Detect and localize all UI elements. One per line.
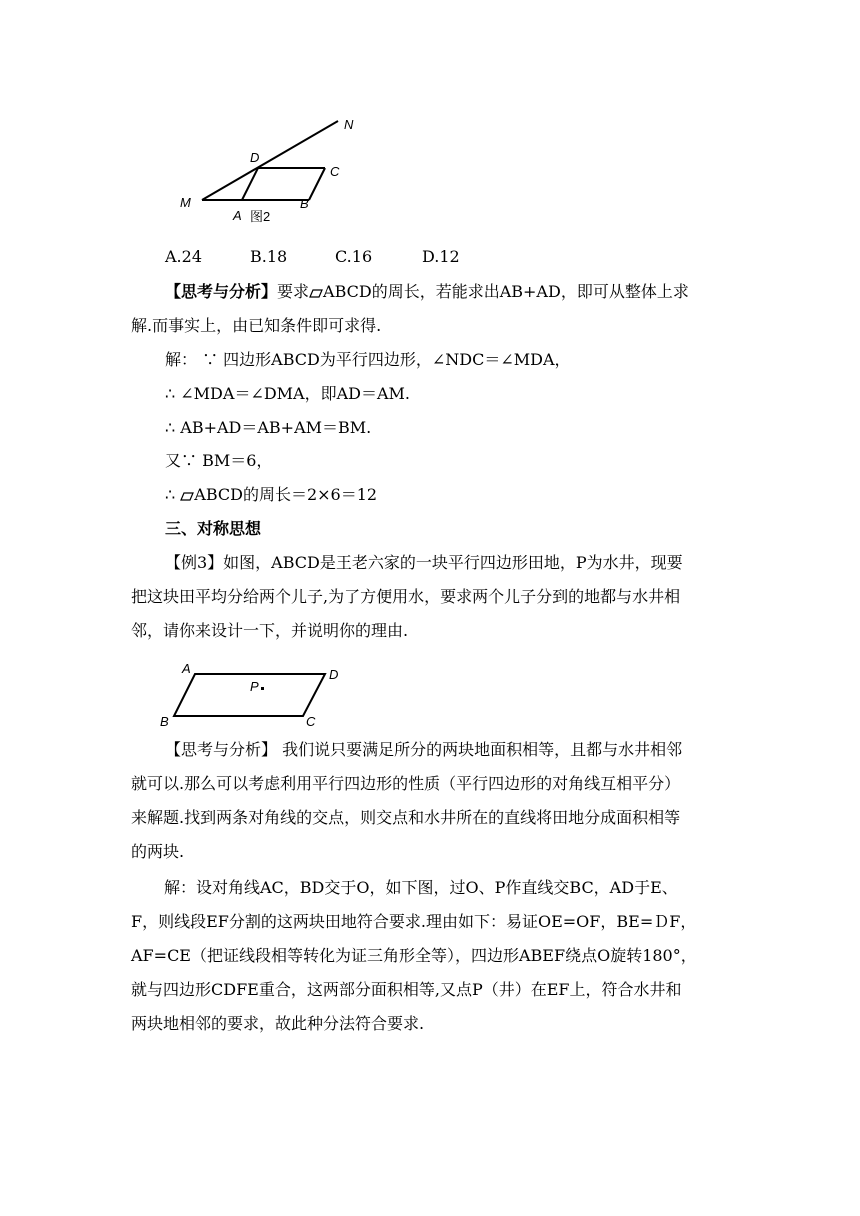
solution-3-line-4: 就与四边形CDFE重合，这两部分面积相等,又点P（井）在EF上，符合水井和 (131, 980, 682, 999)
parallelogram-symbol-icon (309, 289, 323, 298)
answer-options (165, 247, 460, 267)
option-d: D.12 (422, 247, 460, 266)
label-c: C (306, 714, 316, 729)
point-p (261, 687, 264, 690)
solution-3-line-5: 两块地相邻的要求，故此种分法符合要求. (131, 1014, 425, 1033)
label-d: D (329, 667, 339, 682)
figure-caption: 图2 (250, 209, 271, 224)
section-title: 三、对称思想 (165, 519, 262, 538)
analysis-3-line-1: 【思考与分析】 我们说只要满足所分的两块地面积相等，且都与水井相邻 (165, 740, 683, 759)
solution-1-line-1: 解： ∵ 四边形ABCD为平行四边形，∠NDC＝∠MDA， (165, 350, 571, 369)
segment-cb (309, 168, 325, 200)
label-b: B (160, 714, 169, 729)
analysis-1-line-2: 解.而事实上，由已知条件即可求得. (131, 316, 382, 335)
figure-2 (170, 110, 370, 235)
label-a: A (182, 661, 191, 676)
option-c: C.16 (335, 247, 373, 266)
solution-3-line-1: 解：设对角线AC，BD交于O，如下图，过O、P作直线交BC，AD于E、 (164, 878, 678, 897)
solution-3-line-2: F，则线段EF分割的这两块田地符合要求.理由如下：易证OE=OF，BE=ＤF， (131, 912, 697, 931)
analysis-3-line-4: 的两块. (131, 842, 185, 861)
analysis-3-line-3: 来解题.找到两条对角线的交点，则交点和水井所在的直线将田地分成面积相等 (131, 808, 681, 827)
example-3-line-1: 【例3】如图，ABCD是王老六家的一块平行四边形田地，P为水井，现要 (165, 553, 683, 572)
label-m: M (180, 195, 191, 210)
analysis-3-line-2: 就可以.那么可以考虑利用平行四边形的性质（平行四边形的对角线互相平分） (131, 774, 681, 793)
parallelogram-symbol-icon (180, 492, 194, 501)
label-a: A (233, 208, 242, 223)
solution-1-line-5: ∴ ABCD的周长＝2×6＝12 (165, 485, 378, 504)
label-n: N (344, 117, 354, 132)
solution-1-line-2: ∴ ∠MDA＝∠DMA，即AD＝AM. (165, 384, 411, 403)
analysis-1-line-1: 【思考与分析】要求 ABCD的周长，若能求出AB+AD，即可从整体上求 (165, 282, 689, 301)
solution-3-line-3: AF=CE（把证线段相等转化为证三角形全等），四边形ABEF绕点O旋转180°， (131, 946, 697, 965)
option-b: B.18 (250, 247, 288, 266)
analysis-heading: 【思考与分析】 (165, 282, 278, 301)
solution-1-line-3: ∴ AB+AD＝AB+AM＝BM. (165, 418, 372, 437)
option-a: A.24 (165, 247, 202, 266)
figure-3 (150, 655, 360, 730)
label-b: B (300, 196, 309, 211)
label-p: P (250, 679, 259, 694)
example-3-line-2: 把这块田平均分给两个儿子,为了方便用水，要求两个儿子分到的地都与水井相 (131, 587, 681, 606)
label-c: C (330, 164, 340, 179)
example-3-line-3: 邻，请你来设计一下，并说明你的理由. (131, 621, 409, 640)
line-mn (202, 121, 338, 200)
label-d: D (250, 150, 260, 165)
solution-1-line-4: 又∵ BM＝6， (165, 451, 273, 470)
